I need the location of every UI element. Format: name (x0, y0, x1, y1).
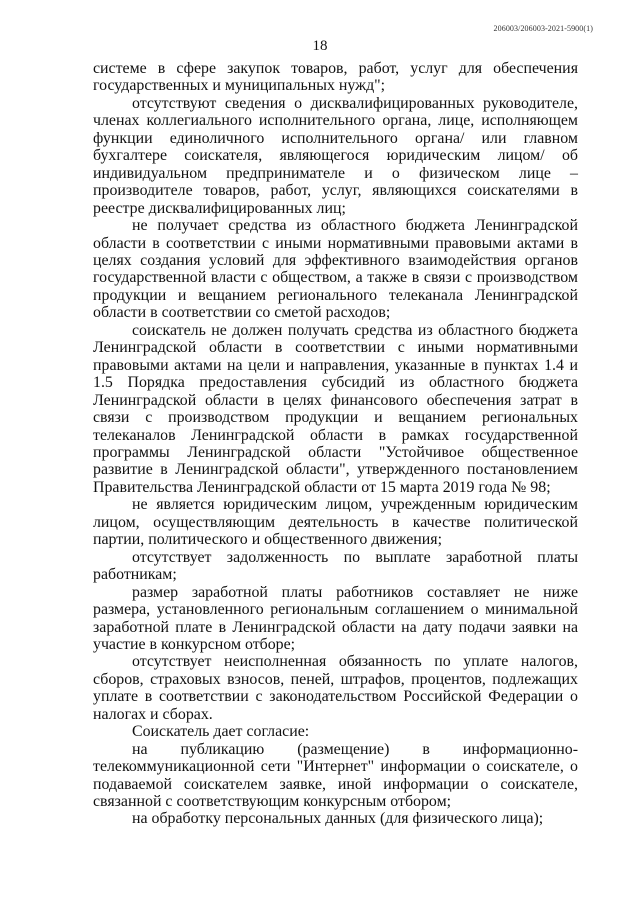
paragraph: на публикацию (размещение) в информационно-телекоммуникационной сети "Интернет" информации о соискателе, о подаваемой соискателем заявке, иной информации о соискателе, связанной с соответствующим конкурсным отбором; (93, 740, 578, 811)
paragraph: системе в сфере закупок товаров, работ, услуг для обеспечения государственных и муниципальных нужд"; (93, 60, 578, 95)
paragraph: не является юридическим лицом, учрежденным юридическим лицом, осуществляющим деятельность в качестве политической партии, политического и общественного движения; (93, 496, 578, 549)
paragraph: отсутствует задолженность по выплате заработной платы работникам; (93, 548, 578, 584)
document-body (93, 60, 578, 828)
paragraph: отсутствует неисполненная обязанность по уплате налогов, сборов, страховых взносов, пеней, штрафов, процентов, подлежащих уплате в соответствии с законодательством Российской Федерации о налогах и сборах. (93, 653, 578, 723)
document-id: 206003/206003-2021-5900(1) (493, 24, 593, 33)
paragraph: Соискатель дает согласие: (132, 723, 310, 741)
paragraph: на обработку персональных данных (для физического лица); (132, 810, 544, 828)
page-number: 18 (312, 38, 328, 54)
paragraph: соискатель не должен получать средства из областного бюджета Ленинградской области в соответствии с иными нормативными правовыми актами на цели и направления, указанные в пунктах 1.4 и 1.5 Порядка предоставления субсидий из областного бюджета Ленинградской области в целях финансового обеспечения затрат в связи с производством продукции и вещанием региональных телеканалов Ленинградской области в рамках государственной программы Ленинградской области "Устойчивое общественное развитие в Ленинградской области", утвержденного постановлением Правительства Ленинградской области от 15 марта 2019 года № 98; (93, 321, 578, 496)
paragraph: размер заработной платы работников составляет не ниже размера, установленного региональным соглашением о минимальной заработной плате в Ленинградской области на дату подачи заявки на участие в конкурсном отборе; (93, 583, 578, 653)
paragraph: не получает средства из областного бюджета Ленинградской области в соответствии с иными нормативными правовыми актами в целях создания условий для эффективного взаимодействия органов государственной власти с обществом, а также в связи с производством продукции и вещанием регионального телеканала Ленинградской области в соответствии со сметой расходов; (93, 217, 578, 322)
paragraph: отсутствуют сведения о дисквалифицированных руководителе, членах коллегиального исполнительного органа, лице, исполняющем функции единоличного исполнительного органа/ или главном бухгалтере соискателя, являющегося юридическим лицом/ об индивидуальном предпринимателе и о физическом лице – производителе товаров, работ, услуг, являющихся соискателями в реестре дисквалифицированных лиц; (93, 94, 578, 217)
